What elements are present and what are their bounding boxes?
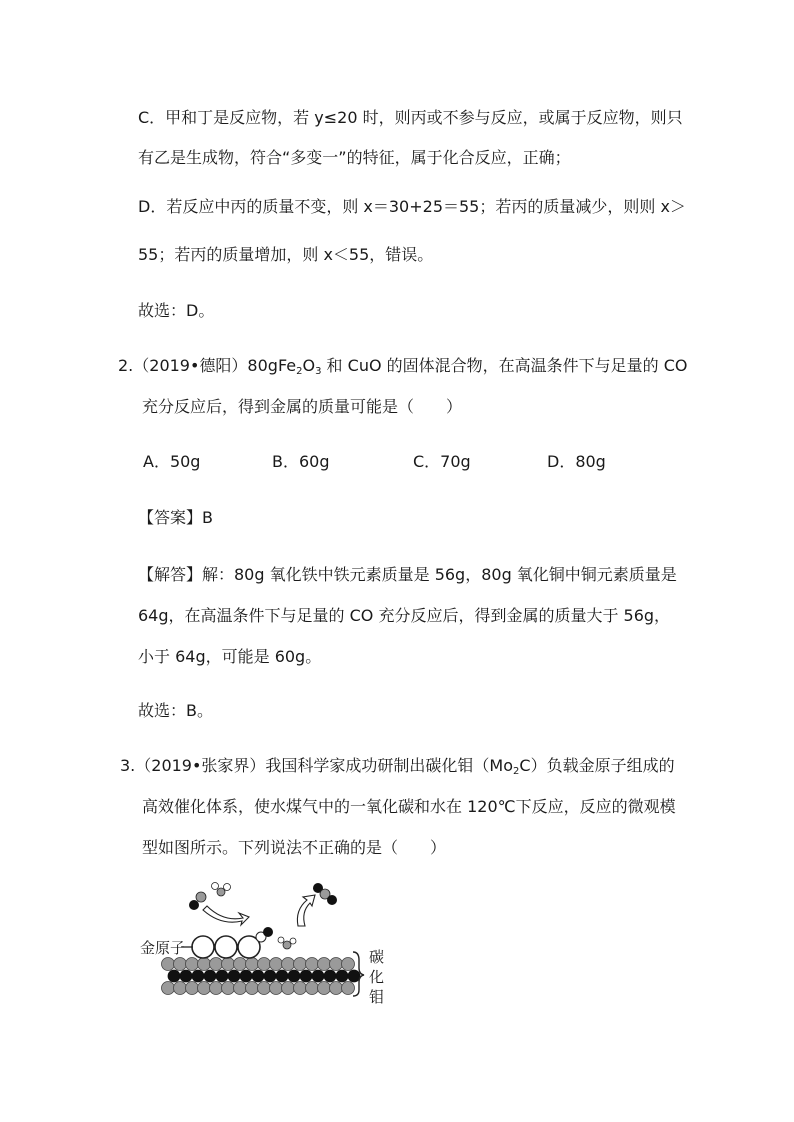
molybdenum-atom	[174, 958, 187, 971]
molybdenum-atom	[318, 982, 331, 995]
molybdenum-atom	[330, 958, 343, 971]
molybdenum-atom	[222, 982, 235, 995]
co-molecule-adsorbed	[256, 927, 273, 942]
option-d-line-2: 55；若丙的质量增加，则 x＜55，错误。	[138, 245, 434, 264]
hydrogen-atom	[290, 938, 296, 944]
carbon-atom	[264, 970, 276, 982]
molybdenum-atom	[198, 958, 211, 971]
q2-subscript-2: 3	[315, 366, 322, 377]
q3-stem-prefix: 3.（2019•张家界）我国科学家成功研制出碳化钼（Mo	[120, 756, 514, 775]
molybdenum-atom	[306, 958, 319, 971]
molybdenum-atom	[234, 958, 247, 971]
hydrogen-atom	[224, 884, 231, 891]
molybdenum-atom	[174, 982, 187, 995]
reaction-micro-model-figure	[135, 878, 395, 1008]
q2-option-d: D．80g	[547, 452, 606, 471]
carbon-atom	[216, 970, 228, 982]
water-molecule-adsorbed	[278, 937, 296, 949]
carbon-atom	[336, 970, 348, 982]
carbon-atom	[228, 970, 240, 982]
molybdenum-atom	[222, 958, 235, 971]
q2-answer: 【答案】B	[138, 508, 213, 527]
q2-stem-line-1	[118, 356, 688, 376]
q2-subscript-1: 2	[296, 366, 303, 377]
carbon-atom	[300, 970, 312, 982]
q2-option-c: C．70g	[413, 452, 471, 471]
carbon-atom	[348, 970, 360, 982]
carbide-label-char-3: 钼	[369, 988, 385, 1006]
q3-stem-line-3: 型如图所示。下列说法不正确的是（ ）	[142, 838, 447, 857]
gold-atom	[215, 936, 237, 958]
q3-stem-line-1	[120, 756, 675, 776]
molybdenum-atom	[210, 982, 223, 995]
molybdenum-atom	[234, 982, 247, 995]
molybdenum-atom	[306, 982, 319, 995]
molybdenum-atom	[318, 958, 331, 971]
carbon-atom	[312, 970, 324, 982]
q2-analysis-line-3: 小于 64g，可能是 60g。	[138, 647, 322, 666]
carbon-atom	[263, 927, 273, 937]
option-c-line-2: 有乙是生成物，符合“多变一”的特征，属于化合反应，正确；	[138, 148, 571, 167]
carbon-atom	[276, 970, 288, 982]
molybdenum-atom	[294, 958, 307, 971]
option-d-line-1: D．若反应中丙的质量不变，则 x＝30+25＝55；若丙的质量减少，则则 x＞	[138, 197, 686, 216]
carbon-layer	[168, 970, 360, 982]
carbon-atom	[204, 970, 216, 982]
gold-atom-label: 金原子	[140, 939, 186, 957]
molybdenum-atom	[210, 958, 223, 971]
q2-analysis-line-1: 【解答】解：80g 氧化铁中铁元素质量是 56g，80g 氧化铜中铜元素质量是	[138, 565, 677, 584]
q2-analysis-line-2: 64g，在高温条件下与足量的 CO 充分反应后，得到金属的质量大于 56g，	[138, 606, 671, 625]
q2-stem-suffix: 和 CuO 的固体混合物，在高温条件下与足量的 CO	[321, 356, 688, 375]
molybdenum-atom	[186, 982, 199, 995]
carbon-atom	[192, 970, 204, 982]
co2-molecule-leaving	[313, 883, 337, 905]
q2-option-a: A．50g	[143, 452, 201, 471]
molybdenum-atom	[258, 958, 271, 971]
molybdenum-layer-bottom	[162, 982, 355, 995]
carbon-atom	[240, 970, 252, 982]
molybdenum-atom	[270, 982, 283, 995]
hydrogen-atom	[212, 883, 219, 890]
molybdenum-atom	[186, 958, 199, 971]
molybdenum-atom	[282, 958, 295, 971]
oxygen-atom	[196, 892, 206, 902]
co-molecule-incoming	[189, 892, 206, 910]
q2-stem-mid: O	[302, 356, 316, 375]
carbon-atom	[252, 970, 264, 982]
molybdenum-atom	[342, 982, 355, 995]
molybdenum-layer-top	[162, 958, 355, 971]
water-molecule-incoming	[212, 883, 231, 897]
q2-stem-prefix: 2.（2019•德阳）80gFe	[118, 356, 297, 375]
q2-option-b: B．60g	[272, 452, 330, 471]
molybdenum-atom	[330, 982, 343, 995]
carbon-atom	[189, 900, 199, 910]
incoming-arrow	[203, 906, 249, 925]
carbon-atom	[180, 970, 192, 982]
carbon-atom	[288, 970, 300, 982]
outgoing-arrow	[297, 895, 315, 926]
molybdenum-atom	[294, 982, 307, 995]
q1-choose: 故选：D。	[138, 301, 215, 320]
carbon-atom	[168, 970, 180, 982]
molybdenum-atom	[246, 982, 259, 995]
molybdenum-atom	[342, 958, 355, 971]
molybdenum-atom	[198, 982, 211, 995]
carbide-label-char-2: 化	[369, 968, 385, 986]
q2-choose: 故选：B。	[138, 701, 213, 720]
carbon-atom	[324, 970, 336, 982]
molybdenum-atom	[246, 958, 259, 971]
oxygen-atom	[283, 941, 291, 949]
molybdenum-atom	[162, 958, 175, 971]
oxygen-atom	[327, 895, 337, 905]
molybdenum-atom	[282, 982, 295, 995]
molybdenum-atom	[270, 958, 283, 971]
q2-stem-line-2: 充分反应后，得到金属的质量可能是（ ）	[142, 397, 463, 416]
gold-atom	[192, 936, 214, 958]
gold-atoms	[192, 936, 260, 958]
q3-stem-line-2: 高效催化体系，使水煤气中的一氧化碳和水在 120℃下反应，反应的微观模	[142, 797, 676, 816]
option-c-line-1: C．甲和丁是反应物，若 y≤20 时，则丙或不参与反应，或属于反应物，则只	[138, 108, 683, 127]
q3-subscript: 2	[513, 766, 520, 777]
hydrogen-atom	[278, 937, 284, 943]
carbide-label-char-1: 碳	[369, 948, 385, 966]
q3-stem-suffix: C）负载金原子组成的	[519, 756, 675, 775]
molybdenum-atom	[258, 982, 271, 995]
molybdenum-atom	[162, 982, 175, 995]
